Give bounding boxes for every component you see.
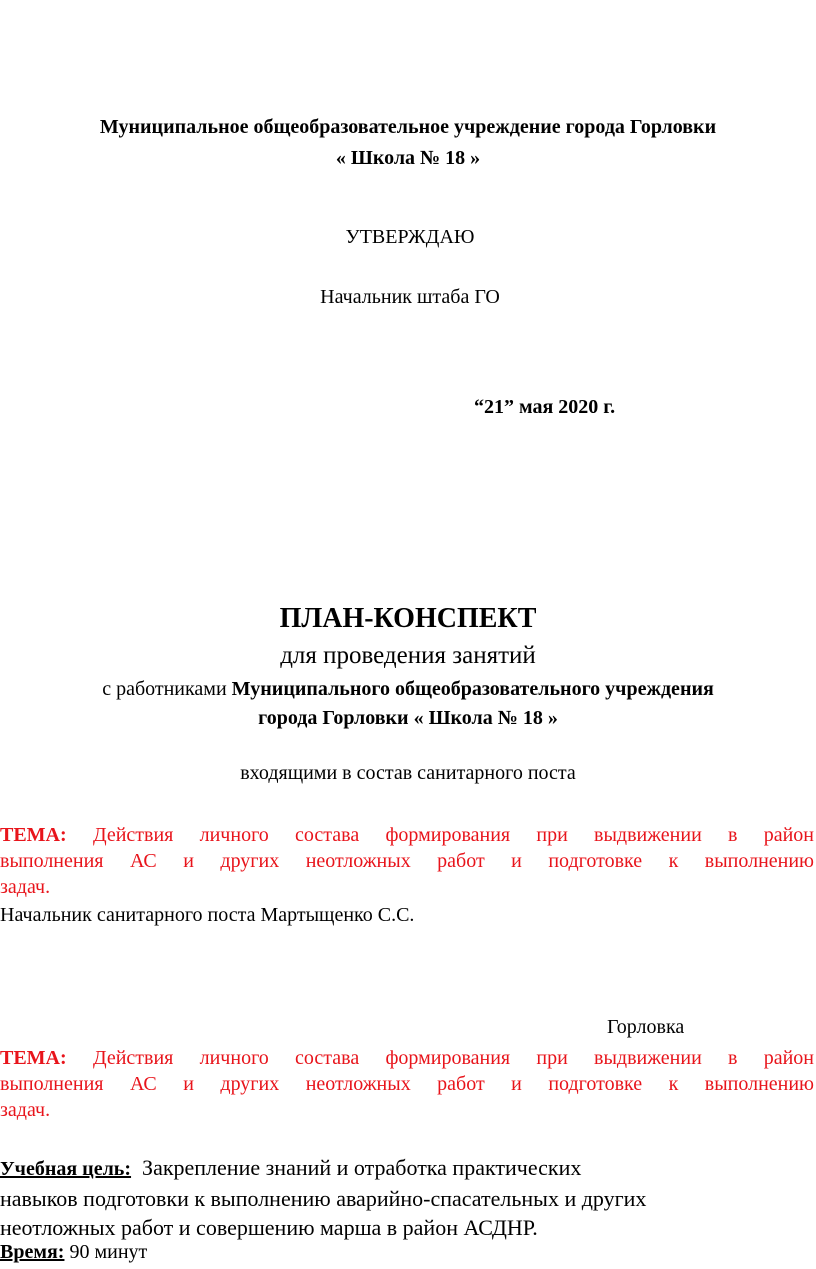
theme-block-2 xyxy=(0,1045,814,1123)
approval-date: “21” мая 2020 г. xyxy=(474,396,616,418)
goal-line2: навыков подготовки к выполнению аварийно-спасательных и других xyxy=(0,1186,647,1211)
goal-block xyxy=(0,1153,816,1242)
org-name-line2: « Школа № 18 » xyxy=(335,147,481,169)
approve-text: УТВЕРЖДАЮ xyxy=(345,226,475,248)
time-label: Время: xyxy=(0,1241,65,1263)
chief-line: Начальник санитарного поста Мартыщенко С.С. xyxy=(0,904,415,926)
theme2-line1-text: Действия личного состава формирования при выдвижении в район xyxy=(92,1047,815,1069)
theme2-line3: задач. xyxy=(0,1099,51,1121)
city-name: Горловка xyxy=(607,1016,685,1038)
org-name-line1: Муниципальное общеобразовательное учреждение города Горловки xyxy=(99,116,717,138)
plan-org-line2: города Горловки « Школа № 18 » xyxy=(258,707,558,729)
post-line: входящими в состав санитарного поста xyxy=(240,762,576,784)
theme1-line1 xyxy=(0,822,814,848)
goal-line1 xyxy=(0,1153,816,1184)
goal-line1-text: Закрепление знаний и отработка практических xyxy=(131,1155,582,1180)
theme1-line2: выполнения АС и других неотложных работ и подготовке к выполнению xyxy=(0,850,814,872)
theme1-line1-text: Действия личного состава формирования при выдвижении в район xyxy=(92,824,815,846)
plan-org-line1 xyxy=(0,678,816,701)
theme2-line2: выполнения АС и других неотложных работ и подготовке к выполнению xyxy=(0,1073,814,1095)
theme1-label: ТЕМА: xyxy=(0,824,67,846)
approver-position-text: Начальник штаба ГО xyxy=(320,286,500,308)
approver-position xyxy=(0,286,816,309)
time-value: 90 минут xyxy=(64,1241,148,1263)
goal-label: Учебная цель: xyxy=(0,1158,132,1180)
theme2-label: ТЕМА: xyxy=(0,1047,67,1069)
plan-org-bold-line1: Муниципального общеобразовательного учреждения xyxy=(231,678,714,700)
approve-heading xyxy=(0,226,816,249)
time-line xyxy=(0,1241,147,1264)
plan-with-prefix: с работниками xyxy=(102,678,232,700)
plan-title: ПЛАН-КОНСПЕКТ xyxy=(279,603,537,634)
theme2-line1 xyxy=(0,1045,814,1071)
goal-line3: неотложных работ и совершению марша в район АСДНР. xyxy=(0,1215,538,1240)
plan-subtitle: для проведения занятий xyxy=(280,642,536,669)
theme1-line3: задач. xyxy=(0,876,51,898)
theme-block-1 xyxy=(0,822,814,900)
